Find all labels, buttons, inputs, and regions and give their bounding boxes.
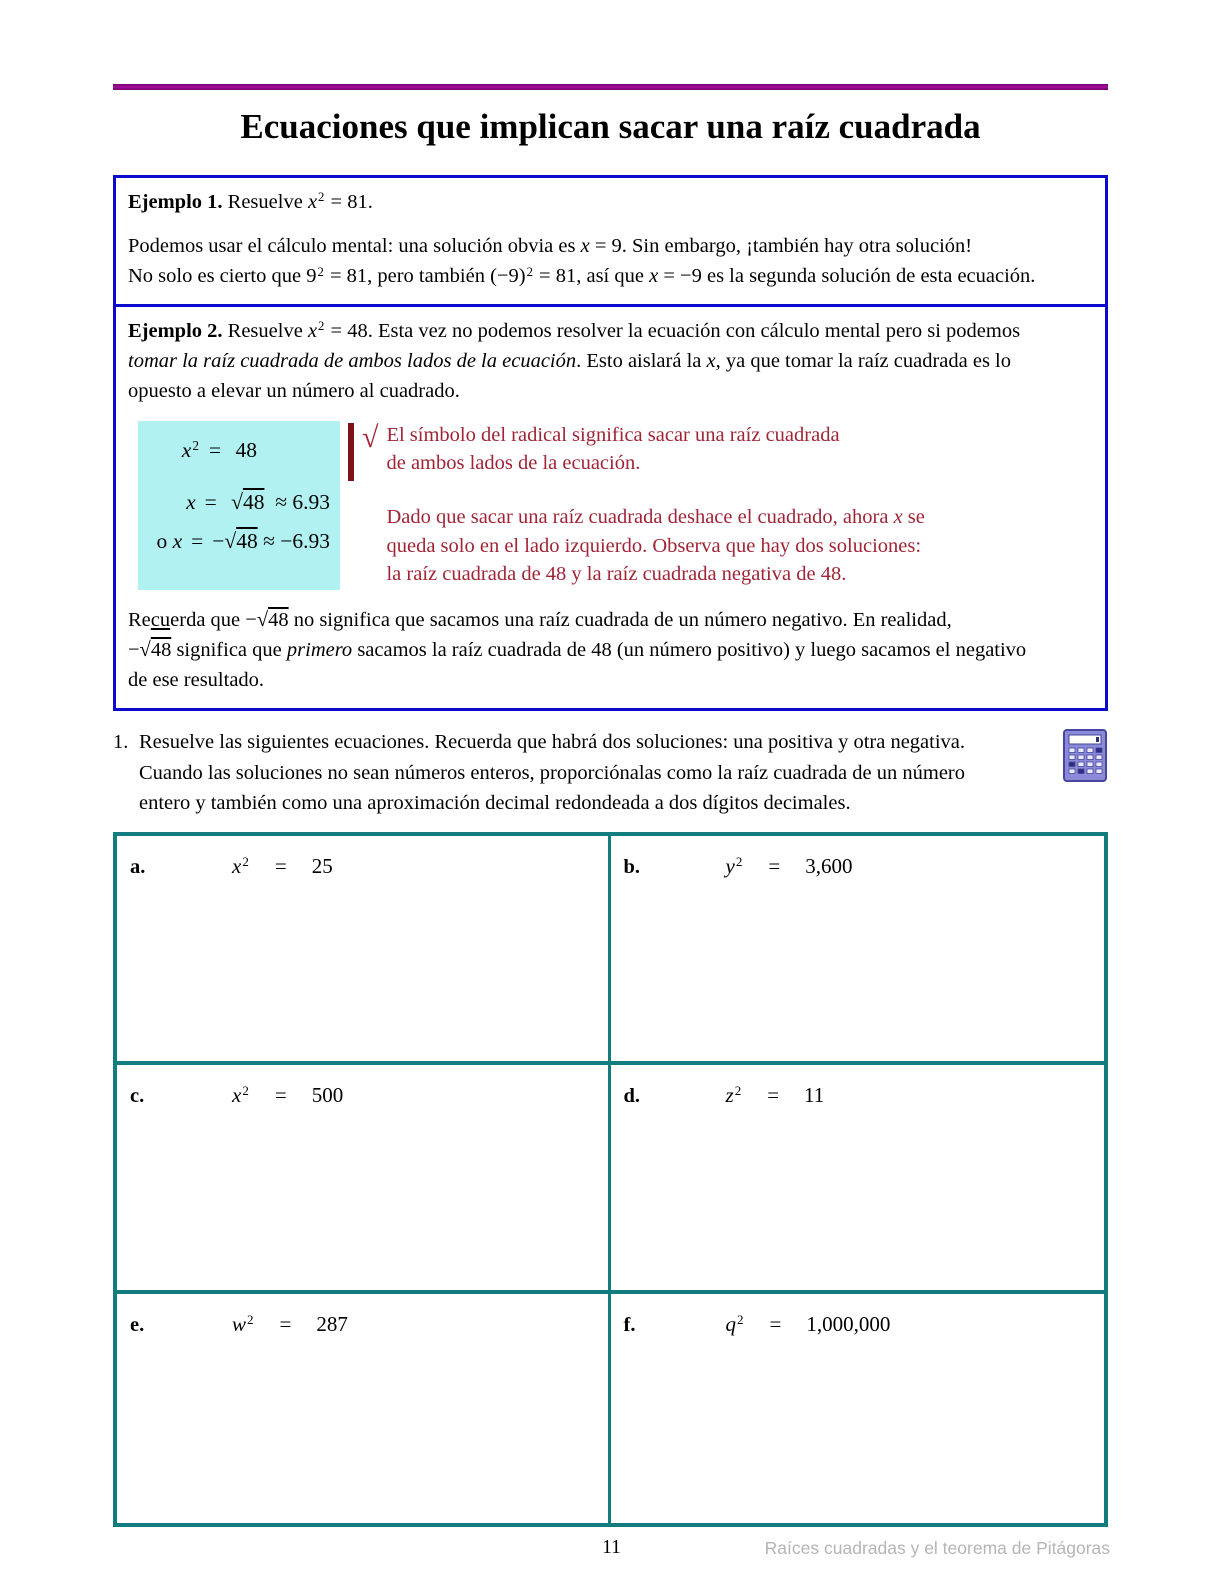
equation-value: 3,600	[805, 854, 853, 879]
equation-value: 25	[311, 854, 333, 879]
equals-sign: =	[274, 1083, 287, 1108]
radical-note-2	[386, 503, 924, 588]
equals-sign: =	[769, 1312, 782, 1337]
equals-sign: =	[768, 854, 781, 879]
problem-equation	[130, 1083, 608, 1108]
radical-note-1-line2: de ambos lados de la ecuación.	[386, 452, 641, 474]
example2-box	[113, 304, 1108, 711]
example2-paragraph-line3: opuesto a elevar un número al cuadrado.	[128, 380, 460, 403]
radical-notes	[386, 421, 924, 590]
equation-rhs: −√48 ≈ −6.93	[212, 529, 330, 554]
page-title: Ecuaciones que implican sacar una raíz cuadrada	[240, 107, 981, 146]
instruction-line2: Cuando las soluciones no sean números enteros, proporciónalas como la raíz cuadrada de un número	[139, 761, 966, 784]
problem-cell-d	[611, 1065, 1105, 1294]
problem-label: b.	[623, 856, 641, 879]
example1-paragraph-line1: Podemos usar el cálculo mental: una solución obvia es x = 9. Sin embargo, ¡también hay otra solución!	[128, 235, 973, 258]
equation-lhs: x	[186, 489, 196, 514]
recuerda-paragraph	[128, 606, 1089, 696]
top-divider-rule	[113, 84, 1108, 90]
radical-note-1-line1: El símbolo del radical significa sacar una raíz cuadrada	[386, 423, 840, 446]
problem-1-instructions	[113, 727, 1108, 819]
equation-panel	[138, 421, 340, 590]
equals-sign: =	[191, 529, 204, 554]
equation-value: 1,000,000	[806, 1312, 891, 1337]
problem-1-text	[139, 727, 965, 819]
instruction-line3: entero y también como una aproximación decimal redondeada a dos dígitos decimales.	[139, 792, 851, 815]
radical-icon: √	[362, 420, 379, 454]
example1-title-line: Ejemplo 1. Resuelve $x^2 = 81$.	[128, 190, 373, 213]
equals-sign: =	[767, 1083, 780, 1108]
example1-paragraph-line2: No solo es cierto que $9^2 = 81$, pero también $(-9)^2 = 81$, así que x = −9 es la segunda solución de esta ecuación.	[128, 264, 1036, 288]
equals-sign: =	[279, 1312, 292, 1337]
problem-cell-b	[611, 836, 1105, 1065]
example1-box	[113, 175, 1108, 307]
footer	[113, 1537, 1110, 1563]
equals-sign: =	[204, 489, 217, 514]
instruction-line1: Resuelve las siguientes ecuaciones. Recuerda que habrá dos soluciones: una positiva y otra negativa.	[139, 730, 966, 753]
equation-line-3	[146, 526, 330, 558]
equation-lhs: o x	[156, 529, 183, 554]
radical-note-2-line3: la raíz cuadrada de 48 y la raíz cuadrada negativa de 48.	[386, 562, 847, 585]
problem-1-number: 1.	[113, 730, 129, 753]
recuerda-line1: Recuerda que −√48 no significa que sacamos una raíz cuadrada de un número negativo. En realidad,	[128, 609, 952, 632]
recuerda-line2: −√48 significa que primero sacamos la raíz cuadrada de 48 (un número positivo) y luego sacamos el negativo	[128, 639, 1027, 662]
footer-title: Raíces cuadradas y el teorema de Pitágoras	[764, 1538, 1110, 1558]
equals-sign: =	[209, 437, 222, 462]
equation-rhs: 48	[230, 437, 258, 462]
problem-label: e.	[130, 1314, 145, 1337]
equation-variable: $z^2$	[725, 1083, 742, 1108]
equation-variable: $w^2$	[232, 1312, 254, 1337]
calculator-icon	[1062, 729, 1108, 793]
problem-label: a.	[130, 856, 146, 879]
problem-equation	[130, 1312, 608, 1337]
page-number: 11	[602, 1537, 621, 1558]
problems-grid	[113, 832, 1108, 1527]
equation-value: 287	[316, 1312, 348, 1337]
problem-label: d.	[623, 1085, 641, 1108]
radical-annotation	[348, 421, 1089, 590]
equation-variable: $q^2$	[725, 1312, 744, 1337]
equals-sign: =	[274, 854, 287, 879]
example2-paragraph-line1: Ejemplo 2. Resuelve $x^2 = 48$. Esta vez no podemos resolver la ecuación con cálculo mental pero si podemos	[128, 319, 1021, 342]
problem-equation	[624, 1312, 1105, 1337]
recuerda-line3: de ese resultado.	[128, 669, 265, 691]
equation-value: 500	[311, 1083, 344, 1108]
radical-note-1	[386, 421, 924, 478]
problem-label: f.	[623, 1314, 636, 1337]
radical-divider-bar	[348, 423, 354, 481]
equation-rhs: √48 ≈ 6.93	[225, 489, 330, 514]
equation-variable: $y^2$	[725, 854, 743, 879]
example2-worked-solution	[138, 421, 1089, 590]
radical-note-2-line2: queda solo en el lado izquierdo. Observa que hay dos soluciones:	[386, 534, 922, 557]
equation-variable: $x^2$	[232, 854, 249, 879]
equation-line-2	[146, 487, 330, 519]
problem-cell-f	[611, 1294, 1105, 1523]
problem-cell-c	[117, 1065, 611, 1294]
equation-line-1	[146, 435, 330, 467]
example2-paragraph-line2: tomar la raíz cuadrada de ambos lados de la ecuación. Esto aislará la x, ya que tomar la raíz cuadrada es lo	[128, 350, 1011, 373]
problem-equation	[624, 854, 1105, 879]
problem-cell-a	[117, 836, 611, 1065]
problem-equation	[130, 854, 608, 879]
equation-lhs: $x^2$	[181, 437, 199, 462]
problem-cell-e	[117, 1294, 611, 1523]
problem-equation	[624, 1083, 1105, 1108]
equation-value: 11	[804, 1083, 825, 1108]
problem-label: c.	[130, 1085, 145, 1108]
equation-variable: $x^2$	[232, 1083, 249, 1108]
radical-note-2-line1: Dado que sacar una raíz cuadrada deshace el cuadrado, ahora x se	[386, 506, 925, 529]
